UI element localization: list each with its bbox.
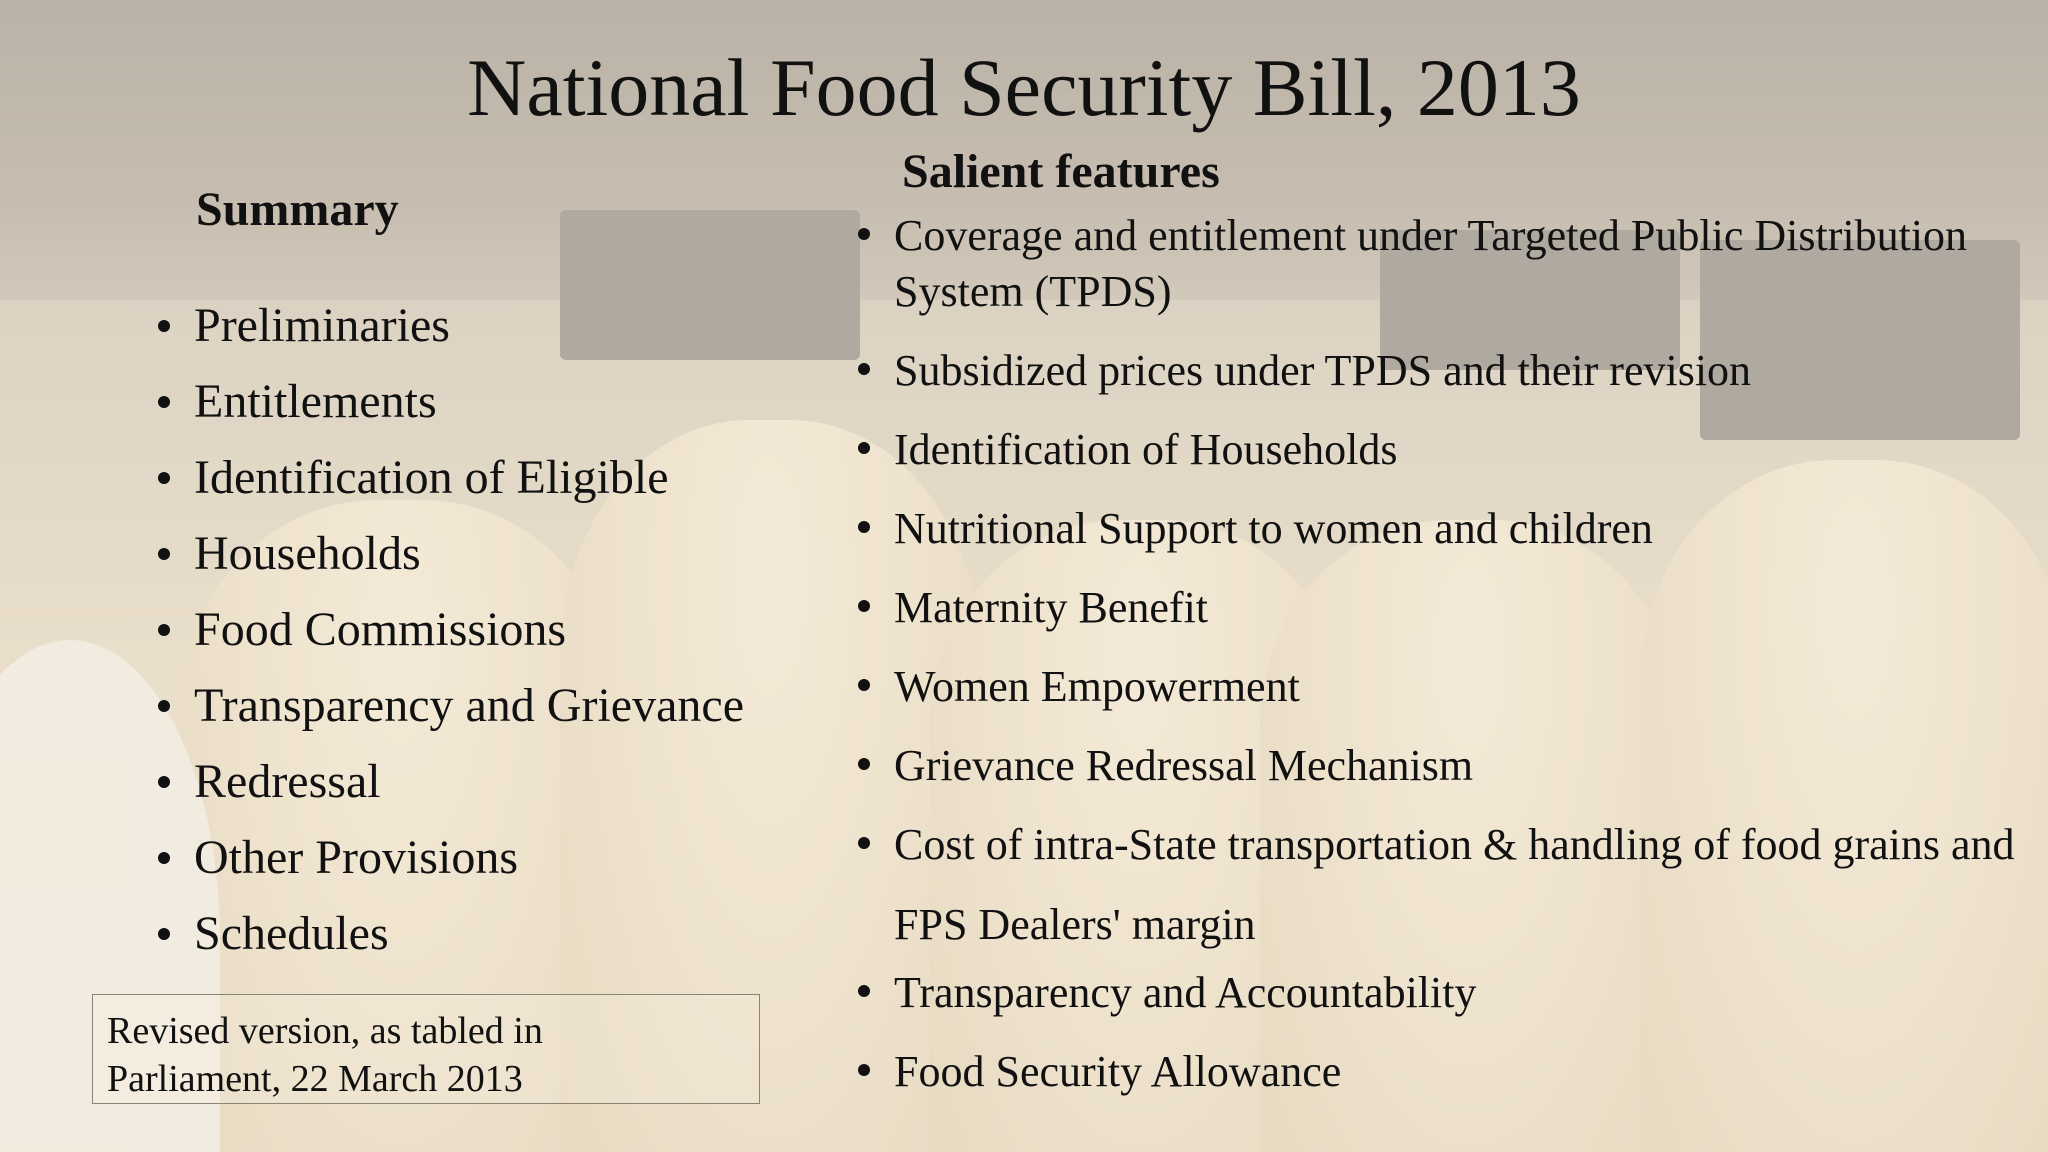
revision-note-line: Parliament, 22 March 2013 [107,1058,523,1100]
summary-item: Identification of Eligible [156,440,856,516]
summary-item: Transparency and Grievance [156,668,856,744]
summary-item: Preliminaries [156,288,856,364]
feature-item: Nutritional Support to women and children [856,501,2036,557]
summary-item: Food Commissions [156,592,856,668]
summary-heading: Summary [196,183,399,236]
feature-item: Food Security Allowance [856,1044,2036,1100]
feature-item: Maternity Benefit [856,580,2036,636]
feature-item: Grievance Redressal Mechanism [856,738,2036,794]
summary-list [156,288,856,972]
revision-note-box [92,994,760,1104]
features-heading: Salient features [902,145,1220,198]
summary-item: Redressal [156,744,856,820]
slide-title: National Food Security Bill, 2013 [467,42,1581,133]
revision-note-line: Revised version, as tabled in [107,1010,543,1052]
feature-item: Subsidized prices under TPDS and their revision [856,343,2036,399]
feature-item: Identification of Households [856,422,2036,478]
feature-item: Cost of intra-State transportation & handling of food grains and FPS Dealers' margin [856,805,2036,965]
summary-item: Schedules [156,896,856,972]
summary-item: Entitlements [156,364,856,440]
features-list [856,208,2036,1123]
summary-item: Other Provisions [156,820,856,896]
feature-item: Women Empowerment [856,659,2036,715]
summary-item: Households [156,516,856,592]
feature-item: Transparency and Accountability [856,965,2036,1021]
feature-item: Coverage and entitlement under Targeted Public Distribution System (TPDS) [856,208,2036,320]
